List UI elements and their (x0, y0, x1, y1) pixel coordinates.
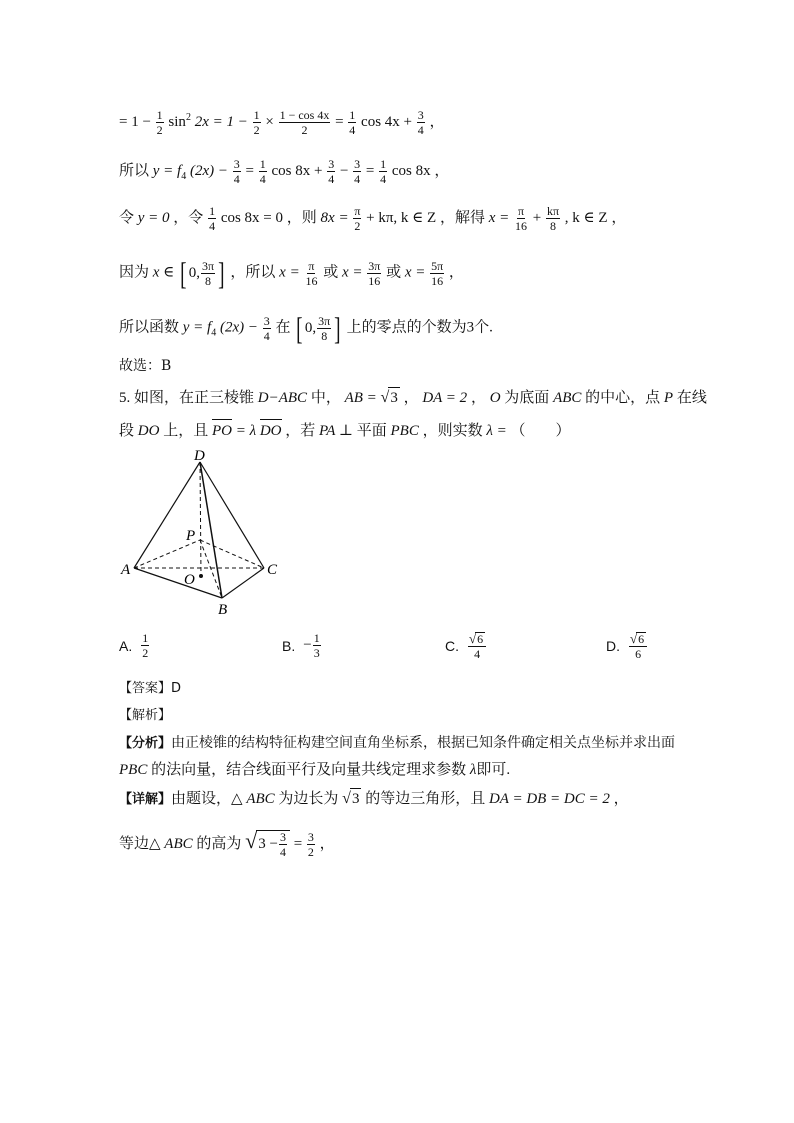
edge-bc (222, 568, 264, 598)
text: x = (341, 264, 363, 281)
segment-pb (200, 540, 222, 598)
text: PA ⊥ (319, 423, 353, 439)
fraction: $\frac{1}{4}$ (209, 204, 216, 233)
text: 8x = (320, 209, 349, 226)
option-d[interactable] (606, 632, 648, 660)
interval (294, 312, 343, 344)
text: 所以函数 (119, 319, 180, 336)
text: 段 (119, 423, 135, 439)
sqrt-radicand: 3 − $\frac{3}{4}$ (256, 830, 290, 858)
text: 上，且 (163, 423, 209, 439)
text: (2x) − (189, 162, 228, 179)
point-label-o: O (184, 572, 195, 588)
text: （ ） (510, 423, 571, 439)
left-bracket: [ (180, 255, 187, 291)
subscript: 4 (181, 170, 187, 182)
option-c[interactable] (445, 632, 487, 660)
option-c-value: $\frac{√6}{4}$ (468, 632, 486, 660)
fraction: $\frac{\pi}{16}$ (515, 204, 527, 233)
text: 或 (323, 264, 339, 281)
point-label-p: P (186, 528, 196, 544)
text: cos 4x + (361, 114, 413, 130)
text: ，则实数 (422, 423, 483, 439)
text: 因为 (119, 264, 150, 281)
text: 等边△ (119, 835, 161, 852)
text: λ = (486, 423, 507, 439)
text: y = f (152, 162, 182, 179)
text: cos 8x = 0 (220, 209, 284, 226)
fraction: $\frac{1}{4}$ (259, 157, 266, 186)
text: (2x) − (219, 319, 258, 336)
fraction: $\frac{3\pi}{16}$ (368, 258, 381, 288)
text: 2x = 1 − (194, 114, 248, 130)
text: ，若 (285, 423, 316, 439)
right-bracket: ] (218, 255, 225, 291)
text: , k ∈ Z (564, 209, 608, 226)
text: DO (137, 423, 160, 439)
text: ， (434, 162, 450, 179)
text: cos 8x + (271, 162, 323, 179)
text: 的中心，点 (585, 390, 661, 406)
text: ， (613, 791, 629, 807)
text: P (663, 390, 674, 406)
fraction: $\frac{\pi}{2}$ (354, 204, 361, 233)
pyramid-figure (118, 448, 288, 620)
text: D−ABC (257, 390, 308, 406)
fenxi-line-2 (119, 760, 510, 780)
text: ， (448, 264, 464, 281)
text: x = (404, 264, 426, 281)
text: 在 (275, 319, 291, 336)
text: = λ (235, 423, 257, 439)
text: AB = (344, 390, 377, 406)
sqrt-sign: √ (380, 389, 390, 406)
analysis-title: 【解析】 (119, 708, 172, 723)
text: × (265, 114, 274, 130)
derivation-line-3 (119, 205, 626, 232)
fraction: $\frac{1}{2}$ (253, 108, 260, 138)
fenxi-tag: 【分析】 (119, 736, 172, 751)
text: y = 0 (137, 209, 170, 226)
exponent: 2 (185, 112, 191, 123)
sqrt-radicand: 3 (388, 387, 400, 408)
text: = (245, 162, 254, 179)
text: 为边长为 (278, 791, 339, 807)
minus-sign: − (303, 637, 312, 653)
vector-po: PO (211, 423, 232, 439)
question-5-line-2 (119, 421, 571, 441)
text: ， (470, 390, 486, 406)
fraction: $\frac{3}{4}$ (233, 157, 240, 186)
vector-do: DO (259, 423, 282, 439)
derivation-line-1 (119, 108, 445, 136)
text: 5. 如图，在正三棱锥 (119, 390, 255, 406)
derivation-line-4 (119, 257, 464, 289)
text: 的等边三角形，且 (365, 791, 486, 807)
xiangjie-line-1 (119, 788, 629, 810)
text: 令 (119, 209, 135, 226)
question-5-line-1 (119, 387, 707, 408)
text: 的高为 (196, 835, 242, 852)
text: y = f (182, 319, 212, 336)
vertex-label-a: A (121, 562, 131, 578)
fraction: $\frac{3}{4}$ (354, 157, 361, 186)
option-label: D. (606, 638, 620, 654)
option-b[interactable] (282, 632, 322, 659)
vertex-label-c: C (267, 562, 278, 578)
sqrt-sign: √ (245, 827, 258, 853)
text: 平面 (356, 423, 387, 439)
option-label: C. (445, 638, 459, 654)
text: 0, (304, 320, 317, 336)
text: ， (319, 835, 335, 852)
text: PBC (390, 423, 419, 439)
height-line (119, 827, 335, 859)
text: cos 8x (391, 162, 431, 179)
option-b-value: $\frac{1}{3}$ (313, 631, 320, 660)
text: sin (168, 114, 186, 130)
text: 由正棱锥的结构特征构建空间直角坐标系，根据已知条件确定相关点坐标并求出面 (171, 735, 676, 751)
option-a-value: $\frac{1}{2}$ (142, 631, 149, 660)
sqrt-sign: √ (342, 790, 351, 807)
derivation-line-5 (119, 312, 493, 344)
answer-text: 【答案】D (119, 681, 182, 696)
text: 由题设，△ (171, 791, 243, 807)
text: O (489, 390, 501, 406)
derivation-line-2 (119, 158, 449, 187)
text: + kπ, k ∈ Z (366, 209, 437, 226)
vertex-label-b: B (218, 602, 228, 618)
fenxi-line-1 (119, 733, 675, 754)
fraction: $\frac{3\pi}{8}$ (318, 313, 331, 343)
choose-b-line: 故选：B (119, 358, 172, 374)
text: 上的零点的个数为3个. (346, 319, 493, 336)
text: ，则 (286, 209, 317, 226)
fraction: $\frac{3}{4}$ (328, 157, 335, 186)
text: ， (429, 114, 445, 130)
fraction: $\frac{k\pi}{8}$ (546, 204, 560, 233)
center-point-o (199, 574, 203, 578)
text: x = (279, 264, 300, 281)
fraction: $\frac{3}{2}$ (307, 830, 314, 859)
text: ，令 (173, 209, 204, 226)
text: x = (488, 209, 510, 226)
text: ，解得 (439, 209, 485, 226)
fraction: $\frac{1}{2}$ (156, 108, 163, 138)
text: = (365, 162, 375, 179)
fraction: $\frac{3}{4}$ (417, 108, 424, 138)
text: DA = DB = DC = 2 (488, 791, 610, 807)
segment-pa (134, 540, 200, 568)
text: x ∈ (152, 264, 175, 281)
text: 所以 (119, 162, 150, 179)
fraction: $\frac{3\pi}{8}$ (201, 258, 214, 288)
text: λ (469, 762, 477, 778)
edge-db (200, 462, 222, 598)
text: PBC (119, 762, 148, 778)
option-a[interactable] (119, 632, 150, 659)
fraction: $\frac{\pi}{16}$ (305, 258, 318, 288)
text: ， (403, 390, 419, 406)
text: 即可. (476, 762, 511, 778)
segment-do (200, 462, 201, 576)
text: ABC (246, 791, 275, 807)
text: = (335, 114, 344, 130)
xiangjie-tag: 【详解】 (119, 792, 172, 807)
segment-pc (200, 540, 264, 568)
text: = (293, 835, 303, 852)
text: ，所以 (230, 264, 276, 281)
edge-dc (200, 462, 264, 568)
option-label: B. (282, 637, 296, 654)
fraction: $\frac{5\pi}{16}$ (431, 258, 444, 288)
option-label: A. (119, 637, 133, 654)
text: 中， (310, 390, 341, 406)
text: = 1 − (119, 114, 151, 130)
edge-da (134, 462, 200, 568)
text: ABC (553, 390, 582, 406)
text: 或 (386, 264, 402, 281)
text: 为底面 (504, 390, 550, 406)
interval (178, 257, 227, 289)
subscript: 4 (211, 327, 217, 339)
text: 0, (188, 265, 200, 281)
text: + (532, 209, 542, 226)
text: 在线 (676, 390, 707, 406)
analysis-heading (119, 705, 171, 726)
text: DA = 2 (422, 390, 468, 406)
text: − (339, 162, 349, 179)
fraction: $\frac{1}{4}$ (349, 108, 356, 138)
left-bracket: [ (296, 310, 303, 346)
fraction: $\frac{1 - \cos 4x}{2}$ (279, 108, 330, 138)
fraction: $\frac{1}{4}$ (380, 157, 387, 186)
sqrt-radicand: 3 (350, 788, 362, 809)
option-d-value: $\frac{√6}{6}$ (629, 632, 647, 660)
text: ， (611, 209, 627, 226)
text: ABC (164, 835, 193, 852)
text: 的法向量，结合线面平行及向量共线定理求参数 (151, 762, 467, 778)
right-bracket: ] (334, 310, 341, 346)
answer-line (119, 678, 181, 699)
fraction: $\frac{3}{4}$ (263, 313, 270, 343)
vertex-label-d: D (194, 448, 205, 464)
